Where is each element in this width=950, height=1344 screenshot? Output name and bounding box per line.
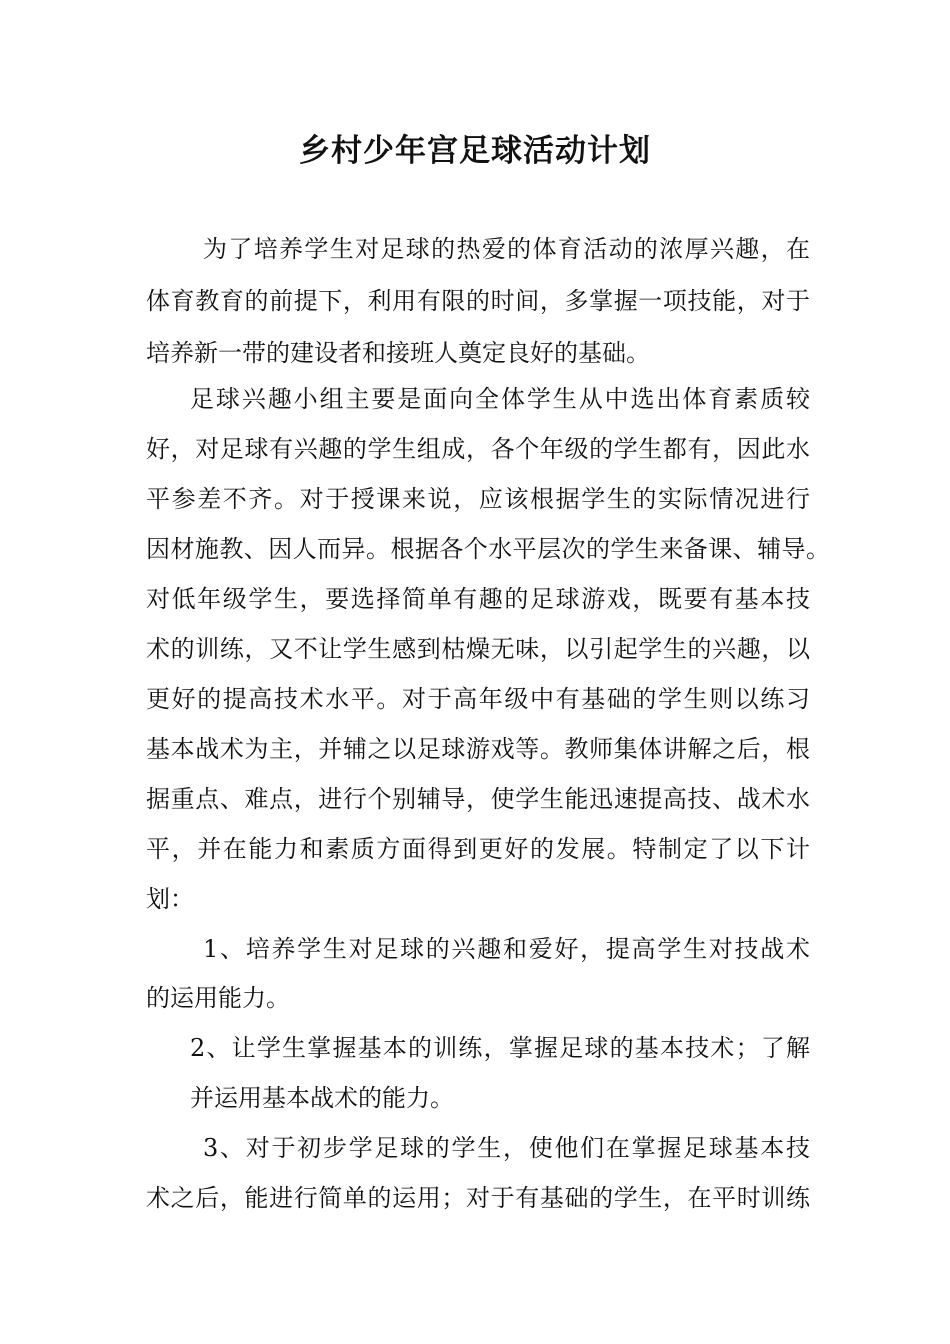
document-title: 乡村少年宫足球活动计划: [299, 133, 651, 169]
text-line-1: 为了培养学生对足球的热爱的体育活动的浓厚兴趣，在: [203, 235, 810, 263]
text-line-6: 平参差不齐。对于授课来说，应该根据学生的实际情况进行: [146, 485, 810, 513]
text-line-19: 3、对于初步学足球的学生，使他们在掌握足球基本技: [203, 1134, 810, 1162]
text-line-4: 足球兴趣小组主要是面向全体学生从中选出体育素质较: [190, 385, 810, 413]
text-line-13: 平，并在能力和素质方面得到更好的发展。特制定了以下计: [146, 835, 810, 863]
text-line-7: 因材施教、因人而异。根据各个水平层次的学生来备课、辅导。: [146, 535, 830, 563]
text-line-16: 的运用能力。: [146, 984, 290, 1012]
text-line-15: 1、培养学生对足球的兴趣和爱好，提高学生对技战术: [203, 935, 810, 963]
text-line-14: 划：: [146, 885, 194, 913]
text-line-11: 基本战术为主，并辅之以足球游戏等。教师集体讲解之后，根: [146, 735, 810, 763]
text-line-8: 对低年级学生，要选择简单有趣的足球游戏，既要有基本技: [146, 585, 810, 613]
text-line-9: 术的训练，又不让学生感到枯燥无味，以引起学生的兴趣，以: [146, 635, 810, 663]
text-line-18: 并运用基本战术的能力。: [190, 1084, 454, 1112]
text-line-17: 2、让学生掌握基本的训练，掌握足球的基本技术；了解: [190, 1034, 810, 1062]
text-line-2: 体育教育的前提下，利用有限的时间，多掌握一项技能，对于: [146, 287, 810, 315]
text-line-10: 更好的提高技术水平。对于高年级中有基础的学生则以练习: [146, 685, 810, 713]
text-line-20: 术之后，能进行简单的运用；对于有基础的学生，在平时训练: [146, 1184, 810, 1212]
text-line-5: 好，对足球有兴趣的学生组成，各个年级的学生都有，因此水: [146, 435, 810, 463]
text-line-12: 据重点、难点，进行个别辅导，使学生能迅速提高技、战术水: [146, 785, 810, 813]
text-line-3: 培养新一带的建设者和接班人奠定良好的基础。: [146, 339, 650, 367]
